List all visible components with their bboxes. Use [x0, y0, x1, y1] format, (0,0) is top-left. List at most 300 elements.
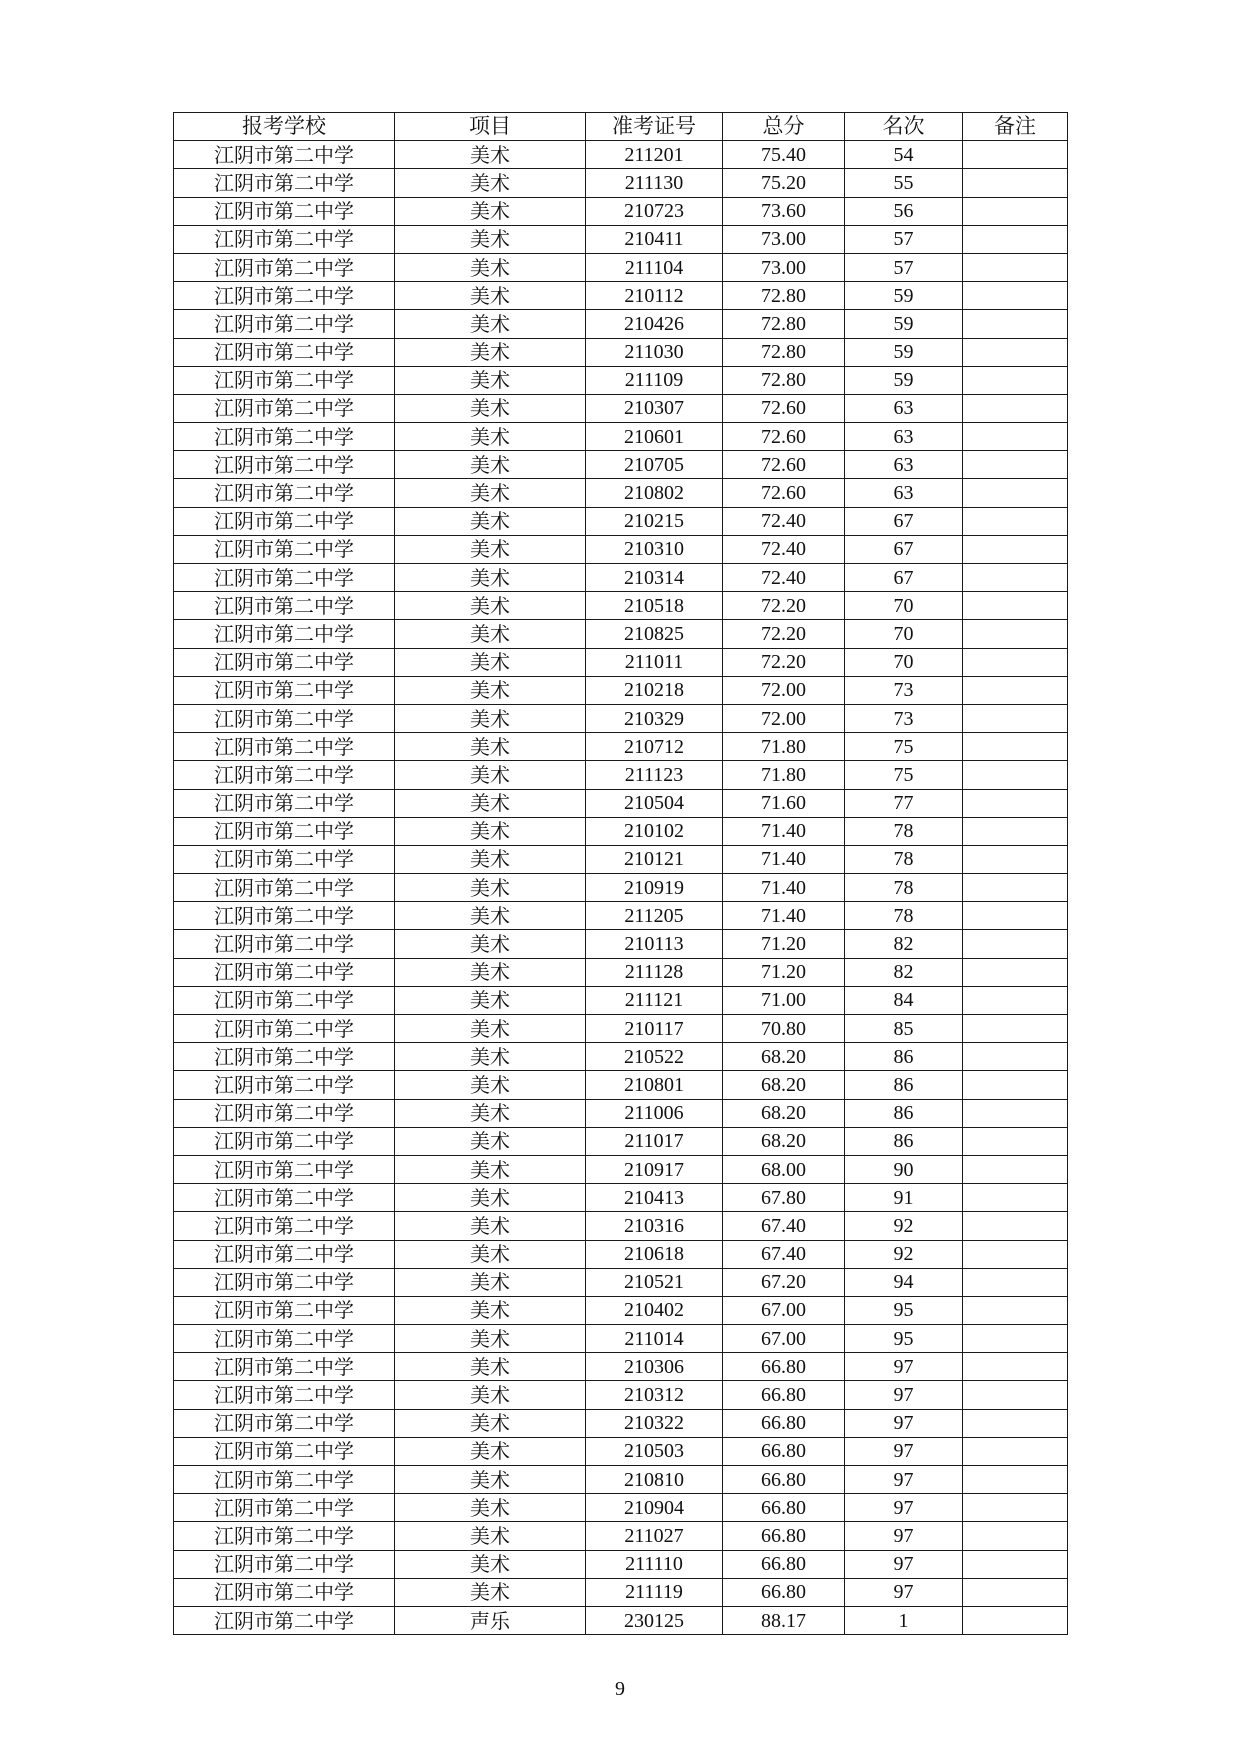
cell-rank: 97: [845, 1494, 963, 1522]
cell-rank: 94: [845, 1268, 963, 1296]
table-row: [174, 1184, 1068, 1212]
cell-total: 71.40: [723, 902, 845, 930]
cell-exam-id: 210307: [586, 394, 723, 422]
cell-item: 美术: [395, 141, 586, 169]
cell-exam-id: 210112: [586, 282, 723, 310]
cell-rank: 97: [845, 1550, 963, 1578]
cell-item: 美术: [395, 986, 586, 1014]
table-row: [174, 1466, 1068, 1494]
cell-exam-id: 211110: [586, 1550, 723, 1578]
cell-item: 美术: [395, 930, 586, 958]
cell-total: 71.20: [723, 930, 845, 958]
cell-school: 江阴市第二中学: [174, 704, 395, 732]
table-row: [174, 1409, 1068, 1437]
cell-note: [963, 1296, 1068, 1324]
cell-item: 美术: [395, 423, 586, 451]
cell-rank: 97: [845, 1522, 963, 1550]
cell-note: [963, 930, 1068, 958]
cell-note: [963, 1353, 1068, 1381]
cell-note: [963, 366, 1068, 394]
cell-rank: 78: [845, 902, 963, 930]
cell-total: 67.40: [723, 1240, 845, 1268]
table-row: [174, 169, 1068, 197]
cell-rank: 63: [845, 423, 963, 451]
cell-school: 江阴市第二中学: [174, 1043, 395, 1071]
cell-total: 67.20: [723, 1268, 845, 1296]
cell-exam-id: 210113: [586, 930, 723, 958]
cell-item: 美术: [395, 1325, 586, 1353]
cell-school: 江阴市第二中学: [174, 902, 395, 930]
cell-school: 江阴市第二中学: [174, 197, 395, 225]
cell-total: 72.80: [723, 338, 845, 366]
cell-rank: 86: [845, 1071, 963, 1099]
cell-school: 江阴市第二中学: [174, 733, 395, 761]
cell-rank: 56: [845, 197, 963, 225]
cell-exam-id: 211104: [586, 253, 723, 281]
cell-exam-id: 210411: [586, 225, 723, 253]
cell-exam-id: 210917: [586, 1155, 723, 1183]
table-row: [174, 535, 1068, 563]
cell-rank: 84: [845, 986, 963, 1014]
cell-school: 江阴市第二中学: [174, 592, 395, 620]
cell-exam-id: 211006: [586, 1099, 723, 1127]
cell-item: 美术: [395, 564, 586, 592]
cell-item: 美术: [395, 620, 586, 648]
cell-rank: 92: [845, 1212, 963, 1240]
cell-note: [963, 310, 1068, 338]
cell-rank: 63: [845, 394, 963, 422]
cell-rank: 67: [845, 507, 963, 535]
cell-item: 美术: [395, 704, 586, 732]
table-row: [174, 986, 1068, 1014]
cell-school: 江阴市第二中学: [174, 676, 395, 704]
cell-note: [963, 451, 1068, 479]
table-row: [174, 1578, 1068, 1606]
cell-exam-id: 210521: [586, 1268, 723, 1296]
cell-note: [963, 1606, 1068, 1634]
cell-total: 66.80: [723, 1522, 845, 1550]
cell-total: 72.60: [723, 479, 845, 507]
cell-rank: 95: [845, 1325, 963, 1353]
cell-school: 江阴市第二中学: [174, 1353, 395, 1381]
cell-note: [963, 1325, 1068, 1353]
cell-rank: 57: [845, 225, 963, 253]
cell-item: 美术: [395, 1409, 586, 1437]
cell-rank: 67: [845, 535, 963, 563]
cell-rank: 82: [845, 930, 963, 958]
cell-item: 美术: [395, 817, 586, 845]
cell-school: 江阴市第二中学: [174, 1550, 395, 1578]
cell-item: 美术: [395, 282, 586, 310]
cell-total: 66.80: [723, 1437, 845, 1465]
cell-school: 江阴市第二中学: [174, 845, 395, 873]
cell-total: 72.60: [723, 394, 845, 422]
cell-note: [963, 704, 1068, 732]
cell-item: 美术: [395, 1578, 586, 1606]
cell-note: [963, 1184, 1068, 1212]
cell-exam-id: 230125: [586, 1606, 723, 1634]
header-item: 项目: [395, 113, 586, 141]
cell-note: [963, 676, 1068, 704]
cell-total: 71.20: [723, 958, 845, 986]
table-row: [174, 1550, 1068, 1578]
cell-note: [963, 1494, 1068, 1522]
cell-total: 70.80: [723, 1015, 845, 1043]
cell-rank: 77: [845, 789, 963, 817]
cell-exam-id: 211109: [586, 366, 723, 394]
cell-note: [963, 1550, 1068, 1578]
cell-exam-id: 210723: [586, 197, 723, 225]
cell-school: 江阴市第二中学: [174, 958, 395, 986]
cell-total: 68.20: [723, 1099, 845, 1127]
cell-school: 江阴市第二中学: [174, 507, 395, 535]
cell-rank: 73: [845, 704, 963, 732]
cell-rank: 97: [845, 1381, 963, 1409]
cell-exam-id: 210712: [586, 733, 723, 761]
cell-note: [963, 1015, 1068, 1043]
cell-note: [963, 620, 1068, 648]
cell-note: [963, 958, 1068, 986]
cell-exam-id: 211123: [586, 761, 723, 789]
cell-rank: 85: [845, 1015, 963, 1043]
table-row: [174, 507, 1068, 535]
table-row: [174, 1522, 1068, 1550]
cell-school: 江阴市第二中学: [174, 141, 395, 169]
cell-exam-id: 210426: [586, 310, 723, 338]
cell-total: 72.80: [723, 366, 845, 394]
cell-total: 71.00: [723, 986, 845, 1014]
cell-note: [963, 423, 1068, 451]
cell-rank: 59: [845, 366, 963, 394]
cell-exam-id: 211119: [586, 1578, 723, 1606]
cell-rank: 97: [845, 1409, 963, 1437]
cell-total: 72.40: [723, 564, 845, 592]
cell-exam-id: 210618: [586, 1240, 723, 1268]
cell-exam-id: 210810: [586, 1466, 723, 1494]
cell-total: 66.80: [723, 1381, 845, 1409]
cell-rank: 70: [845, 648, 963, 676]
cell-exam-id: 210306: [586, 1353, 723, 1381]
cell-note: [963, 169, 1068, 197]
cell-rank: 86: [845, 1099, 963, 1127]
page-number: 9: [615, 1678, 625, 1700]
cell-exam-id: 210601: [586, 423, 723, 451]
cell-rank: 55: [845, 169, 963, 197]
cell-total: 71.40: [723, 817, 845, 845]
cell-school: 江阴市第二中学: [174, 1296, 395, 1324]
cell-note: [963, 564, 1068, 592]
cell-item: 美术: [395, 733, 586, 761]
cell-note: [963, 817, 1068, 845]
cell-item: 美术: [395, 1522, 586, 1550]
table-row: [174, 902, 1068, 930]
cell-rank: 78: [845, 874, 963, 902]
cell-rank: 67: [845, 564, 963, 592]
table-row: [174, 479, 1068, 507]
cell-note: [963, 479, 1068, 507]
cell-note: [963, 845, 1068, 873]
table-row: [174, 1155, 1068, 1183]
cell-total: 72.60: [723, 423, 845, 451]
cell-total: 71.40: [723, 874, 845, 902]
cell-exam-id: 210102: [586, 817, 723, 845]
cell-note: [963, 507, 1068, 535]
cell-total: 66.80: [723, 1466, 845, 1494]
table-row: [174, 1015, 1068, 1043]
table-row: [174, 592, 1068, 620]
cell-exam-id: 210215: [586, 507, 723, 535]
cell-school: 江阴市第二中学: [174, 253, 395, 281]
table-row: [174, 366, 1068, 394]
cell-note: [963, 733, 1068, 761]
cell-rank: 95: [845, 1296, 963, 1324]
cell-school: 江阴市第二中学: [174, 423, 395, 451]
cell-item: 美术: [395, 676, 586, 704]
cell-item: 美术: [395, 1466, 586, 1494]
cell-item: 美术: [395, 1296, 586, 1324]
cell-item: 美术: [395, 366, 586, 394]
cell-note: [963, 1466, 1068, 1494]
cell-school: 江阴市第二中学: [174, 1212, 395, 1240]
cell-rank: 86: [845, 1127, 963, 1155]
cell-school: 江阴市第二中学: [174, 366, 395, 394]
cell-item: 美术: [395, 1381, 586, 1409]
cell-exam-id: 211128: [586, 958, 723, 986]
cell-total: 73.00: [723, 253, 845, 281]
cell-exam-id: 211027: [586, 1522, 723, 1550]
cell-item: 美术: [395, 394, 586, 422]
cell-school: 江阴市第二中学: [174, 1409, 395, 1437]
cell-school: 江阴市第二中学: [174, 338, 395, 366]
cell-item: 美术: [395, 1212, 586, 1240]
cell-total: 72.20: [723, 592, 845, 620]
cell-rank: 97: [845, 1578, 963, 1606]
cell-note: [963, 874, 1068, 902]
cell-item: 美术: [395, 761, 586, 789]
table-row: [174, 1437, 1068, 1465]
cell-school: 江阴市第二中学: [174, 1127, 395, 1155]
cell-school: 江阴市第二中学: [174, 1437, 395, 1465]
cell-note: [963, 902, 1068, 930]
cell-exam-id: 210329: [586, 704, 723, 732]
cell-rank: 70: [845, 592, 963, 620]
table-body: [174, 141, 1068, 1635]
cell-total: 72.00: [723, 676, 845, 704]
cell-item: 美术: [395, 1099, 586, 1127]
cell-rank: 59: [845, 282, 963, 310]
cell-total: 67.80: [723, 1184, 845, 1212]
cell-item: 美术: [395, 1155, 586, 1183]
cell-item: 美术: [395, 1494, 586, 1522]
cell-school: 江阴市第二中学: [174, 535, 395, 563]
cell-item: 美术: [395, 535, 586, 563]
cell-exam-id: 210310: [586, 535, 723, 563]
cell-note: [963, 197, 1068, 225]
cell-school: 江阴市第二中学: [174, 874, 395, 902]
cell-rank: 73: [845, 676, 963, 704]
header-rank: 名次: [845, 113, 963, 141]
cell-item: 美术: [395, 1127, 586, 1155]
cell-total: 72.40: [723, 507, 845, 535]
cell-rank: 86: [845, 1043, 963, 1071]
cell-school: 江阴市第二中学: [174, 451, 395, 479]
cell-note: [963, 282, 1068, 310]
table-row: [174, 1296, 1068, 1324]
cell-note: [963, 1212, 1068, 1240]
table-row: [174, 141, 1068, 169]
score-table: [173, 112, 1068, 1635]
cell-school: 江阴市第二中学: [174, 1268, 395, 1296]
table-row: [174, 817, 1068, 845]
table-row: [174, 1127, 1068, 1155]
cell-total: 68.20: [723, 1071, 845, 1099]
cell-school: 江阴市第二中学: [174, 648, 395, 676]
cell-school: 江阴市第二中学: [174, 761, 395, 789]
cell-total: 71.60: [723, 789, 845, 817]
table-row: [174, 1071, 1068, 1099]
cell-exam-id: 210518: [586, 592, 723, 620]
table-row: [174, 310, 1068, 338]
cell-exam-id: 210522: [586, 1043, 723, 1071]
cell-exam-id: 210312: [586, 1381, 723, 1409]
cell-item: 美术: [395, 845, 586, 873]
cell-note: [963, 141, 1068, 169]
cell-note: [963, 1522, 1068, 1550]
table-row: [174, 338, 1068, 366]
cell-school: 江阴市第二中学: [174, 310, 395, 338]
cell-school: 江阴市第二中学: [174, 1522, 395, 1550]
cell-item: 美术: [395, 253, 586, 281]
cell-note: [963, 1381, 1068, 1409]
cell-note: [963, 986, 1068, 1014]
cell-exam-id: 210117: [586, 1015, 723, 1043]
cell-school: 江阴市第二中学: [174, 986, 395, 1014]
cell-exam-id: 210919: [586, 874, 723, 902]
cell-total: 66.80: [723, 1578, 845, 1606]
cell-item: 美术: [395, 1437, 586, 1465]
table-row: [174, 1606, 1068, 1634]
cell-rank: 70: [845, 620, 963, 648]
cell-school: 江阴市第二中学: [174, 225, 395, 253]
cell-item: 美术: [395, 197, 586, 225]
cell-exam-id: 211121: [586, 986, 723, 1014]
header-total: 总分: [723, 113, 845, 141]
cell-item: 美术: [395, 1550, 586, 1578]
cell-school: 江阴市第二中学: [174, 1184, 395, 1212]
cell-exam-id: 210402: [586, 1296, 723, 1324]
cell-school: 江阴市第二中学: [174, 479, 395, 507]
cell-school: 江阴市第二中学: [174, 1578, 395, 1606]
cell-exam-id: 210413: [586, 1184, 723, 1212]
cell-total: 75.40: [723, 141, 845, 169]
cell-rank: 63: [845, 479, 963, 507]
cell-total: 72.60: [723, 451, 845, 479]
cell-item: 美术: [395, 479, 586, 507]
table-row: [174, 451, 1068, 479]
cell-note: [963, 1437, 1068, 1465]
table-row: [174, 1240, 1068, 1268]
cell-school: 江阴市第二中学: [174, 1099, 395, 1127]
cell-school: 江阴市第二中学: [174, 282, 395, 310]
header-row: [174, 113, 1068, 141]
header-exam-id: 准考证号: [586, 113, 723, 141]
header-note: 备注: [963, 113, 1068, 141]
cell-note: [963, 1071, 1068, 1099]
cell-exam-id: 210802: [586, 479, 723, 507]
cell-note: [963, 789, 1068, 817]
cell-exam-id: 210314: [586, 564, 723, 592]
cell-rank: 63: [845, 451, 963, 479]
table-row: [174, 1212, 1068, 1240]
cell-note: [963, 394, 1068, 422]
cell-total: 67.40: [723, 1212, 845, 1240]
cell-item: 声乐: [395, 1606, 586, 1634]
cell-rank: 57: [845, 253, 963, 281]
cell-school: 江阴市第二中学: [174, 1015, 395, 1043]
cell-item: 美术: [395, 310, 586, 338]
table-row: [174, 1381, 1068, 1409]
cell-school: 江阴市第二中学: [174, 394, 395, 422]
cell-school: 江阴市第二中学: [174, 1155, 395, 1183]
cell-item: 美术: [395, 169, 586, 197]
cell-item: 美术: [395, 1043, 586, 1071]
cell-note: [963, 1099, 1068, 1127]
cell-school: 江阴市第二中学: [174, 620, 395, 648]
cell-exam-id: 210316: [586, 1212, 723, 1240]
cell-school: 江阴市第二中学: [174, 1325, 395, 1353]
table-row: [174, 761, 1068, 789]
cell-school: 江阴市第二中学: [174, 564, 395, 592]
cell-total: 72.20: [723, 648, 845, 676]
cell-rank: 91: [845, 1184, 963, 1212]
cell-total: 72.40: [723, 535, 845, 563]
cell-rank: 75: [845, 761, 963, 789]
cell-note: [963, 648, 1068, 676]
cell-rank: 75: [845, 733, 963, 761]
cell-note: [963, 1155, 1068, 1183]
cell-school: 江阴市第二中学: [174, 169, 395, 197]
cell-total: 72.20: [723, 620, 845, 648]
cell-rank: 97: [845, 1353, 963, 1381]
table-row: [174, 564, 1068, 592]
cell-item: 美术: [395, 1184, 586, 1212]
cell-total: 67.00: [723, 1296, 845, 1324]
cell-total: 66.80: [723, 1409, 845, 1437]
table-row: [174, 225, 1068, 253]
table-row: [174, 1325, 1068, 1353]
table-row: [174, 197, 1068, 225]
cell-exam-id: 211011: [586, 648, 723, 676]
cell-item: 美术: [395, 1268, 586, 1296]
cell-note: [963, 225, 1068, 253]
cell-rank: 97: [845, 1437, 963, 1465]
cell-total: 71.80: [723, 761, 845, 789]
cell-item: 美术: [395, 789, 586, 817]
cell-exam-id: 211030: [586, 338, 723, 366]
table-row: [174, 845, 1068, 873]
cell-item: 美术: [395, 507, 586, 535]
cell-item: 美术: [395, 1071, 586, 1099]
table-row: [174, 874, 1068, 902]
cell-exam-id: 210121: [586, 845, 723, 873]
cell-total: 66.80: [723, 1353, 845, 1381]
table-row: [174, 253, 1068, 281]
table-row: [174, 423, 1068, 451]
cell-total: 67.00: [723, 1325, 845, 1353]
cell-exam-id: 211201: [586, 141, 723, 169]
cell-rank: 59: [845, 310, 963, 338]
table-row: [174, 1099, 1068, 1127]
